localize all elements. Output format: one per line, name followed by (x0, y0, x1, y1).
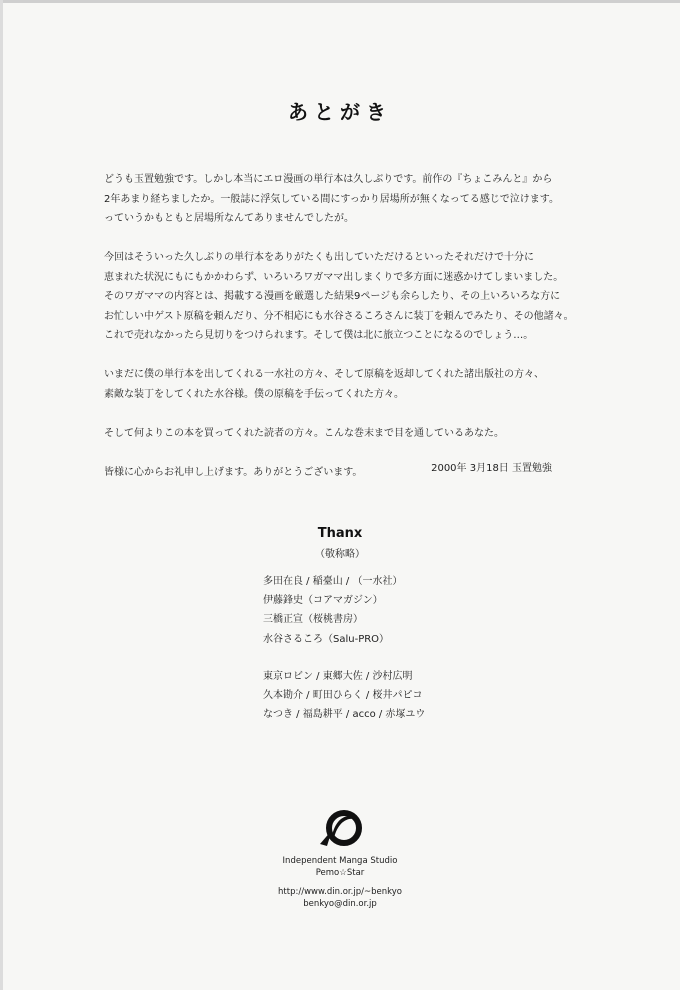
credits-list-guests (263, 667, 425, 725)
credits-list-editors (263, 572, 402, 649)
credit-line: 多田在良 / 稲臺山 / （一水社） (263, 576, 403, 587)
website-url: http://www.din.or.jp/~benkyo (278, 887, 402, 897)
email-address: benkyo@din.or.jp (303, 899, 377, 909)
paragraph: 今回はそういった久しぶりの単行本をありがたくも出していただけるといったそれだけで十分に 恵まれた状況にもにもかかわらず、いろいろワガママ出しまくりで多方面に迷惑かけてしまいました。 そのワガママの内容とは、掲載する漫画を厳選した結果9ページも余らしたり、その上いろいろな方に お忙しい中ゲスト原稿を頼んだり、分不相応にも水谷さるころさんに装丁を頼んでみたり、その他諸々。 これで売れなかったら見切りをつけられます。そして僕は北に旅立つことになるのでしょう…。 (104, 252, 574, 341)
afterword-body (104, 170, 584, 502)
thanx-subtitle: （敬称略） (315, 549, 365, 560)
credit-line: 伊藤鋒史（コアマガジン） (263, 595, 383, 607)
studio-credit (0, 855, 680, 879)
credit-line: 久本勘介 / 町田ひらく / 桜井パピコ (263, 690, 423, 702)
signature-date: 2000年 3月18日 玉置勉強 (431, 463, 552, 474)
paragraph: 皆様に心からお礼申し上げます。ありがとうございます。 (104, 466, 363, 478)
paragraph: そして何よりこの本を買ってくれた読者の方々。こんな巻末まで目を通しているあなた。 (104, 427, 504, 439)
scan-edge-left (0, 0, 3, 990)
credit-line: 三橋正宣（桜桃書房） (263, 614, 363, 626)
studio-logo-icon (318, 808, 362, 848)
scan-edge-top (0, 0, 680, 3)
thanx-heading: Thanx (317, 526, 363, 541)
studio-name: Independent Manga Studio (282, 856, 398, 866)
credit-line: 東京ロビン / 東郷大佐 / 沙村広明 (263, 671, 413, 682)
studio-brand: Pemo☆Star (315, 868, 365, 878)
credit-line: なつき / 福島耕平 / acco / 赤塚ユウ (263, 709, 426, 721)
contact-info (0, 886, 680, 910)
page-title: あとがき (288, 100, 392, 124)
paragraph: どうも玉置勉強です。しかし本当にエロ漫画の単行本は久しぶりです。前作の『ちょこみんと』から 2年あまり経ちましたか。一般誌に浮気している間にすっかり居場所が無くなってる感じで泣けます。 っていうかもともと居場所なんてありませんでしたが。 (104, 174, 559, 224)
paragraph: いまだに僕の単行本を出してくれる一水社の方々、そして原稿を返却してくれた諸出版社の方々、 素敵な装丁をしてくれた水谷様。僕の原稿を手伝ってくれた方々。 (104, 369, 544, 400)
credit-line: 水谷さるころ（Salu-PRO） (263, 633, 390, 645)
